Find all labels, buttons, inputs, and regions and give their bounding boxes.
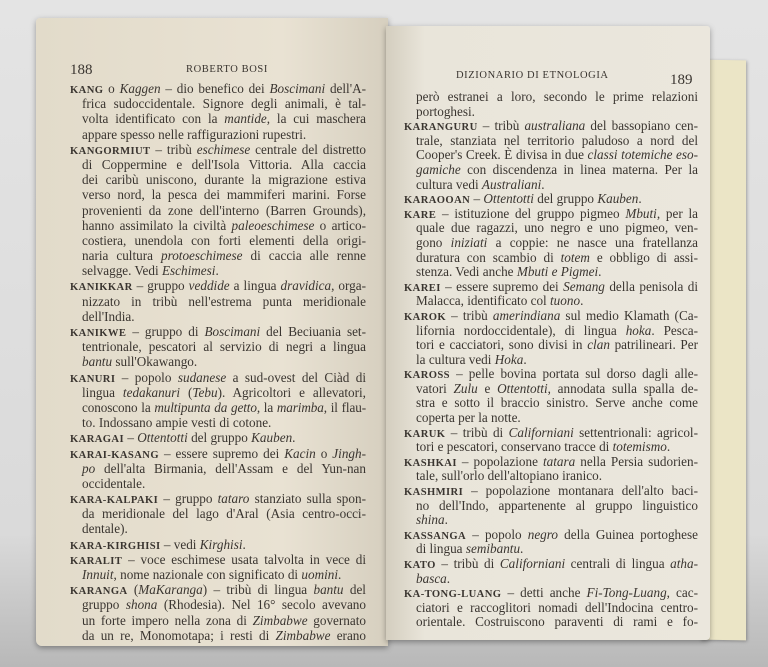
italic-text: tatara <box>542 453 576 469</box>
italic-text: Eschimesi <box>161 263 216 279</box>
italic-text: Innuit <box>82 567 114 582</box>
italic-text: Ottentotti <box>137 430 188 446</box>
text: e obbligo di assi- <box>589 249 698 265</box>
entry-head-line <box>404 455 698 470</box>
text-line <box>404 324 698 339</box>
text-line <box>70 233 366 248</box>
entry-term: KANGORMIUT <box>70 145 151 157</box>
text: erano <box>330 627 366 643</box>
text-line <box>404 615 698 630</box>
text-line <box>70 96 366 111</box>
text-line <box>70 294 366 309</box>
italic-text: tataro <box>217 491 250 507</box>
italic-text: Zimbabwe <box>252 612 308 628</box>
italic-text: tedakanuri <box>122 384 181 400</box>
entry-head-line <box>70 537 366 552</box>
italic-text: atha- <box>670 556 698 571</box>
text: o artico- <box>314 217 366 233</box>
text: costiera, unendola con forti elementi della origi- <box>82 232 366 248</box>
text-line <box>404 105 698 120</box>
text: a lingua <box>229 278 281 294</box>
page-number: 189 <box>670 72 693 88</box>
entry-head-line <box>404 280 698 295</box>
text-line <box>70 628 366 643</box>
text: – pelle bovina portata sul dorso dagli alle- <box>449 366 698 382</box>
text-line <box>70 218 366 233</box>
italic-text: classi totemiche eso- <box>587 147 698 163</box>
entry-term: KASHKAI <box>404 457 457 469</box>
text: da meridionale del lago d'Aral (Asia centro-occi- <box>82 506 366 522</box>
italic-text: Jingh- <box>332 445 366 461</box>
italic-text: hoka <box>625 322 652 338</box>
entry-head-line <box>404 119 698 134</box>
text-line <box>404 163 698 178</box>
text: vatori <box>416 380 454 396</box>
entry-head-line <box>404 484 698 499</box>
text: di Coppermine e dell'Isola Vittoria. Alla caccia <box>82 156 366 172</box>
text-line <box>404 572 698 587</box>
entry-term: KARA-KALPAKI <box>70 495 159 507</box>
italic-text: Hoka <box>494 351 524 367</box>
text: . <box>638 191 642 207</box>
running-head: ROBERTO BOSI <box>186 64 268 75</box>
text: selvagge. Vedi <box>82 263 162 279</box>
italic-text: Kirghisi <box>199 536 243 552</box>
entry-term: KARUK <box>404 428 446 440</box>
entry-head-line <box>70 142 366 157</box>
italic-text: bantu <box>82 354 113 370</box>
entry-term: KARANGA <box>70 586 128 598</box>
italic-text: mantide <box>224 111 267 127</box>
italic-text: uomini <box>301 567 339 582</box>
entry-term: KARA-KIRGHISI <box>70 540 161 552</box>
text: di lingua <box>416 541 466 557</box>
text: Cooper's Creek. È divisa in due <box>416 147 588 163</box>
italic-text: semibantu <box>465 541 521 557</box>
italic-text: Californiani <box>508 424 574 440</box>
text: – essere supremo dei <box>158 445 285 461</box>
text: governato <box>307 612 367 628</box>
text: centrali di lingua <box>565 556 671 571</box>
text-line <box>404 440 698 455</box>
text: – dio benefico dei <box>160 81 270 96</box>
text: Malacca, identificato col <box>416 293 551 309</box>
text: della Guinea portoghese <box>558 526 698 542</box>
text: del bassopiano cen- <box>585 118 698 134</box>
text-line <box>404 265 698 280</box>
text-line <box>404 221 698 236</box>
italic-text: negro <box>527 526 558 542</box>
text: naria cultura <box>82 248 161 264</box>
text-line <box>70 157 366 172</box>
text: – popolo <box>466 526 528 542</box>
text: centrale del distretto <box>250 141 366 157</box>
text: – voce eschimese usata talvolta in vece di <box>122 551 366 567</box>
italic-text: dravidica <box>280 278 332 294</box>
text: sul medio Klamath (Ca- <box>560 307 698 323</box>
entry-head-line <box>404 586 698 601</box>
entry-head-line <box>70 446 366 461</box>
text: da un re, Monomotapa; i resti di <box>82 627 276 643</box>
entry-head-line <box>70 324 366 339</box>
text: . Pesca- <box>651 322 698 338</box>
text-line <box>70 248 366 263</box>
text: tori e cacciatori, sono divisi in <box>416 337 588 353</box>
text-line <box>70 567 366 582</box>
text: dell'A- <box>325 81 367 96</box>
text: portoghesi. <box>416 103 475 119</box>
text: hanno assimilato la civiltà <box>82 217 232 233</box>
text-line <box>70 203 366 218</box>
italic-text: gamiche <box>416 161 461 177</box>
left-page <box>36 18 388 646</box>
text-line <box>404 353 698 368</box>
text-line <box>404 601 698 616</box>
text: dell'alta Birmania, dell'Assam e del Yun-nan <box>95 460 366 476</box>
italic-text: Zimbabwe <box>275 627 331 643</box>
entry-term: KAROK <box>404 311 447 323</box>
text: stra e sotto il braccio sinistro. Serve anche come <box>416 395 698 411</box>
right-page <box>386 26 710 640</box>
text-line <box>404 236 698 251</box>
text: – detti anche <box>501 585 587 601</box>
page-number: 188 <box>70 62 93 78</box>
text: patrilineari. Per <box>609 337 698 353</box>
entry-head-line <box>70 430 366 445</box>
text: provenienti da zone dell'interno (Barren Grounds), <box>82 202 366 218</box>
page-text <box>70 81 366 643</box>
text: a coppie: ne nasce una fratellanza <box>487 234 699 250</box>
entry-term: KAREI <box>404 282 441 294</box>
text: coperta per la notte. <box>416 410 521 426</box>
text: – tribù <box>150 141 197 157</box>
entry-term: KASHMIRI <box>404 487 464 499</box>
text: – popolo <box>115 369 178 385</box>
text-line <box>70 597 366 612</box>
italic-text: Mbuti <box>625 205 657 221</box>
text: . <box>598 264 602 280</box>
italic-text: basca <box>416 570 447 586</box>
entry-head-line <box>404 426 698 441</box>
text: tori e pescatori, conservano tracce di <box>416 439 613 455</box>
text: – vedi <box>160 536 200 552</box>
text: ( <box>127 582 139 598</box>
text: verso nord, la pesca dei mammiferi marini. Forse <box>82 187 366 203</box>
italic-text: Kauben <box>251 430 293 446</box>
text: appare spesso nelle raffigurazioni rupestri. <box>82 126 307 142</box>
text: duratura con scambio di <box>416 249 561 265</box>
italic-text: totem <box>560 249 590 265</box>
text: settentrionali: agricol- <box>573 424 698 440</box>
entry-term: KA-TONG-LUANG <box>404 589 502 601</box>
entry-term: KASSANGA <box>404 530 467 542</box>
text: – tribù <box>477 118 525 134</box>
text: – <box>470 191 484 207</box>
text: gono <box>416 234 451 250</box>
text-line <box>404 134 698 149</box>
text: del Beciuania set- <box>260 324 366 339</box>
italic-text: Kacin <box>284 445 316 461</box>
entry-head-line <box>70 582 366 597</box>
italic-text: Zulu <box>453 380 478 396</box>
text: . <box>444 512 448 528</box>
text: trale, stanziata nel territorio paludoso a nord del <box>416 132 698 148</box>
text-line <box>70 613 366 628</box>
italic-text: Fi-Tong-Luang <box>586 585 667 601</box>
text: – tribù di <box>435 556 500 571</box>
text-line <box>70 263 366 278</box>
text: di caccia alle renne <box>242 248 366 264</box>
entry-term: KANIKKAR <box>70 282 133 294</box>
text: del gruppo <box>187 430 252 446</box>
italic-text: iniziati <box>450 234 488 250</box>
text-line <box>404 90 698 105</box>
text: tale, sull'orlo dell'altopiano iranico. <box>416 468 603 484</box>
text: gruppo <box>82 597 126 613</box>
italic-text: Semang <box>563 278 605 294</box>
text: cultura vedi <box>416 176 482 192</box>
text: sull'Okawango. <box>112 354 198 370</box>
text: orientale. Costruiscono paraventi di rami e fo- <box>416 614 698 630</box>
text: (Rhodesia). Nel 16° secolo avevano <box>157 597 366 613</box>
text: e <box>477 380 498 396</box>
entry-head-line <box>404 528 698 543</box>
text-line <box>404 411 698 426</box>
entry-head-line <box>70 491 366 506</box>
text: a sud-ovest del Ciàd di <box>226 369 366 385</box>
text-line <box>70 339 366 354</box>
entry-head-line <box>70 81 366 96</box>
entry-term: KAROSS <box>404 370 450 382</box>
entry-term: KARAI-KASANG <box>70 449 159 461</box>
entry-term: KARANGURU <box>404 122 478 134</box>
text: quale due ragazzi, uno negro e uno pigmeo, ven- <box>416 220 698 236</box>
text: – tribù <box>446 307 493 323</box>
entry-head-line <box>70 278 366 293</box>
italic-text: shina <box>416 512 445 528</box>
italic-text: bantu <box>313 582 344 598</box>
text: con discendenza in linea materna. Per la <box>460 161 698 177</box>
text-line <box>70 476 366 491</box>
italic-text: Tebu <box>192 384 218 400</box>
text: della penisola di <box>604 278 698 294</box>
text: o <box>103 81 120 96</box>
text: , annodata sulla spalla de- <box>547 380 699 396</box>
italic-text: Kaggen <box>119 81 161 96</box>
text-line <box>70 187 366 202</box>
text: ). Agricoltori e allevatori, <box>217 384 366 400</box>
text: – istituzione del gruppo pigmeo <box>436 205 626 221</box>
italic-text: MaKaranga <box>138 582 203 598</box>
text: dell'India. <box>82 308 135 324</box>
text: ( <box>180 384 193 400</box>
entry-term: KARAOOAN <box>404 195 471 207</box>
page-text <box>404 90 698 630</box>
italic-text: protoeschimese <box>160 248 243 264</box>
text-line <box>404 251 698 266</box>
text-line <box>404 542 698 557</box>
text: nizzato in tribù nell'estrema punta meridionale <box>82 293 366 309</box>
text-line <box>70 385 366 400</box>
entry-head-line <box>404 367 698 382</box>
italic-text: paleoeschimese <box>231 217 315 233</box>
text: volta identificato con la <box>82 111 225 127</box>
entry-term: KARAGAI <box>70 434 125 446</box>
text: però estranei a loro, secondo le prime relazioni <box>416 89 698 104</box>
text: . <box>292 430 296 446</box>
text: lifornia nordoccidentale), di lingua <box>416 322 626 338</box>
text-line <box>404 178 698 193</box>
text-line <box>404 469 698 484</box>
text: lingua <box>82 384 123 400</box>
text-line <box>70 172 366 187</box>
text: tentrionale, pescatori al servizio di negri a lingua <box>82 339 366 355</box>
text-line <box>404 396 698 411</box>
italic-text: amerindiana <box>492 307 561 323</box>
text-line <box>404 499 698 514</box>
entry-head-line <box>404 309 698 324</box>
text-line <box>70 521 366 536</box>
italic-text: australiana <box>524 118 586 134</box>
text: stenza. Vedi anche <box>416 264 517 280</box>
text: . <box>523 351 527 367</box>
text: . <box>666 439 671 455</box>
text: occidentale. <box>82 475 146 491</box>
text: . <box>520 541 524 557</box>
entry-head-line <box>70 370 366 385</box>
running-head: DIZIONARIO DI ETNOLOGIA <box>456 70 609 81</box>
italic-text: clan <box>587 337 610 353</box>
entry-term: KATO <box>404 560 436 571</box>
text-line <box>70 111 366 126</box>
italic-text: tuono <box>550 293 581 309</box>
text: o <box>315 445 333 461</box>
text-line <box>70 506 366 521</box>
entry-head-line <box>404 557 698 572</box>
italic-text: veddide <box>188 278 230 294</box>
text: ) – tribù di lingua <box>202 582 314 598</box>
text-line <box>404 338 698 353</box>
text-line <box>404 148 698 163</box>
text: . <box>580 293 584 309</box>
entry-head-line <box>404 192 698 207</box>
text: – popolazione montanara dell'alto baci- <box>463 483 698 499</box>
text: conoscono la <box>82 399 155 415</box>
text-line <box>404 513 698 528</box>
text-line <box>70 415 366 430</box>
text: . <box>541 176 545 192</box>
italic-text: Boscimani <box>204 324 261 339</box>
italic-text: po <box>82 460 96 476</box>
text: nella Persia sudorien- <box>575 453 698 469</box>
text: – <box>124 430 138 446</box>
text: dentale). <box>82 521 128 537</box>
text: . <box>242 536 246 552</box>
text: – popolazione <box>456 453 543 469</box>
entry-term: KANG <box>70 85 104 96</box>
text: , la cui maschera <box>266 111 366 127</box>
text: , il flau- <box>323 399 367 415</box>
entry-term: KARALIT <box>70 555 123 567</box>
italic-text: Boscimani <box>269 81 326 96</box>
text: , nome nazionale con significato di <box>113 567 302 582</box>
text: – gruppo di <box>126 324 205 339</box>
italic-text: Australiani <box>481 176 542 192</box>
text: un forte impero nella zona di <box>82 612 253 628</box>
text-line <box>404 294 698 309</box>
text-line <box>404 382 698 397</box>
text: no dell'Indo, appartenente al gruppo linguistico <box>416 497 698 513</box>
text-line <box>70 354 366 369</box>
text: , la <box>256 399 277 415</box>
text: . <box>338 567 342 582</box>
italic-text: eschimese <box>196 141 251 157</box>
text: stanziato sulla spon- <box>249 491 366 507</box>
text: – gruppo <box>158 491 218 507</box>
italic-text: Kauben <box>597 191 639 207</box>
text: – tribù di <box>445 424 509 440</box>
text-line <box>70 127 366 142</box>
text: , orga- <box>331 278 366 294</box>
entry-head-line <box>70 552 366 567</box>
italic-text: totemismo <box>612 439 667 455</box>
text: del <box>343 582 366 598</box>
text: frica sudoccidentale. Signore degli animali, è tal- <box>82 96 366 112</box>
text-line <box>70 461 366 476</box>
italic-text: Ottentotti <box>497 380 548 396</box>
text: la cultura vedi <box>416 351 495 367</box>
text: , cac- <box>666 585 699 601</box>
italic-text: Mbuti e Pigmei <box>516 264 599 280</box>
italic-text: sudanese <box>177 369 227 385</box>
entry-head-line <box>404 207 698 222</box>
italic-text: Californiani <box>499 556 566 571</box>
entry-term: KANURI <box>70 373 116 385</box>
text: to. Indossano ampie vesti di cotone. <box>82 415 272 431</box>
text: , per la <box>656 205 699 221</box>
text: – gruppo <box>132 278 189 294</box>
italic-text: multipunta da getto <box>154 399 257 415</box>
entry-term: KANIKWE <box>70 328 127 339</box>
italic-text: Ottentotti <box>483 191 534 207</box>
text: del gruppo <box>533 191 598 207</box>
text-line <box>70 309 366 324</box>
text: – essere supremo dei <box>440 278 564 294</box>
text: dei caribù uniscono, durante la migrazione estiva <box>82 172 366 188</box>
text: . <box>446 570 451 586</box>
italic-text: marimba <box>276 399 324 415</box>
text-line <box>70 400 366 415</box>
text: . <box>215 263 219 279</box>
italic-text: shona <box>125 597 158 613</box>
text: ciatori e raccoglitori nomadi dell'Indocina centro- <box>416 599 698 615</box>
entry-term: KARE <box>404 209 437 221</box>
